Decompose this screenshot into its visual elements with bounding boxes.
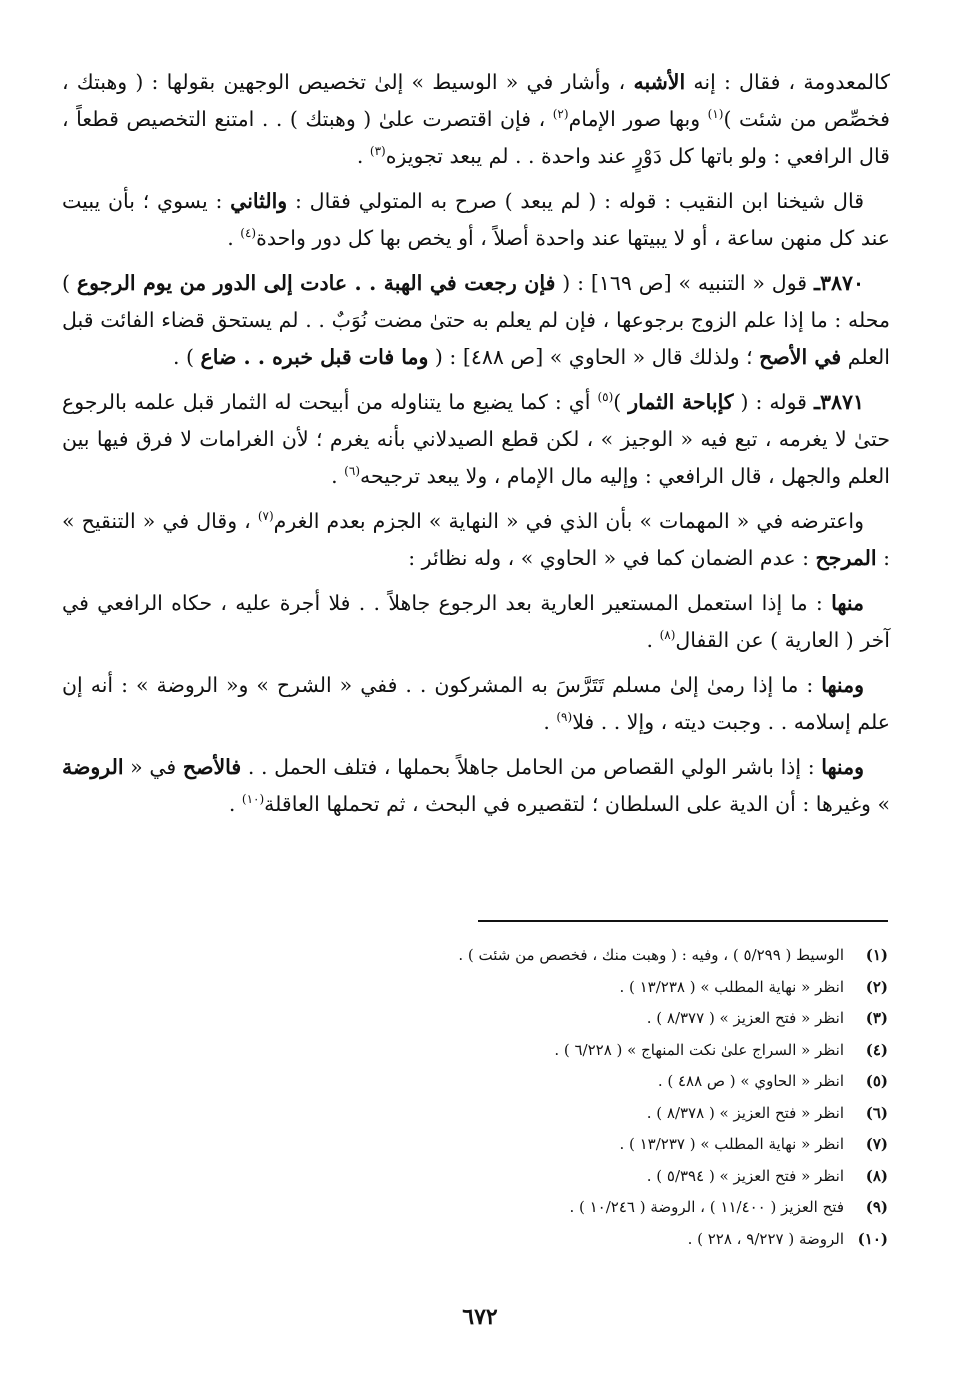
bold-term: والثاني bbox=[230, 189, 288, 213]
footnote bbox=[120, 972, 888, 1004]
footnote-number: (٢) bbox=[865, 977, 888, 996]
text-run: كالمعدومة ، فقال : إنه bbox=[685, 70, 890, 94]
text-run: ، وأشار في « الوسيط » إلىٰ تخصيص الوجهين بقولها : ( وهبتك ، فخصِّص من شئت ) bbox=[62, 70, 890, 131]
footnote-text: انظر « فتح العزيز » ( ٥/٣٩٤ ) . bbox=[646, 1166, 844, 1185]
text-run: ؛ ولذلك قال « الحاوي » [ص ٤٨٨] : ( bbox=[428, 345, 760, 369]
footnote bbox=[120, 1192, 888, 1224]
bold-term: وما فات قبل خبره . . ضاع bbox=[200, 345, 429, 369]
text-run: : ما إذا رمىٰ إلىٰ مسلم تَتَرَّسَ به المشركون . . ففي « الشرح » و« الروضة » : أنه إن علم إسلامه . . وجبت ديته ، وإلا . . فلا bbox=[62, 673, 890, 734]
footnote-ref: (٤) bbox=[240, 226, 257, 241]
footnote-number: (١) bbox=[865, 946, 888, 964]
footnote-ref: (٨) bbox=[659, 628, 676, 643]
text-run: قوله : ( bbox=[733, 390, 814, 414]
footnote-number: (٤) bbox=[865, 1040, 888, 1059]
bold-term: ومنها bbox=[821, 755, 864, 779]
footnote-ref: (٣) bbox=[369, 144, 386, 159]
bold-term: ٣٨٧٠ـ bbox=[813, 271, 865, 295]
bold-term: المرجح bbox=[815, 546, 877, 570]
text-run: : يسوي ؛ بأن يبيت عند كل منهن ساعة ، أو لا يبيتها عند واحدة أصلاً ، أو يخص بها كل دور واحدة bbox=[62, 189, 890, 250]
footnote-number: (٨) bbox=[865, 1166, 888, 1185]
bold-term: الأشبه bbox=[633, 70, 686, 94]
footnote bbox=[120, 1003, 888, 1035]
footnote-ref: (٥) bbox=[597, 390, 614, 405]
footnote-number: (١٠) bbox=[857, 1229, 888, 1248]
bold-term: ومنها bbox=[821, 673, 864, 697]
footnote-text: انظر « فتح العزيز » ( ٨/٣٧٧ ) . bbox=[646, 1009, 844, 1027]
bold-term: ٣٨٧١ـ bbox=[813, 390, 864, 414]
footnote bbox=[120, 1035, 888, 1067]
paragraph bbox=[62, 183, 890, 257]
paragraph bbox=[62, 667, 890, 741]
page-number: ٦٧٢ bbox=[462, 1304, 498, 1330]
footnote bbox=[120, 1224, 888, 1256]
text-run: وبها صور الإمام bbox=[568, 107, 708, 131]
footnote-text: انظر « الحاوي » ( ص ٤٨٨ ) . bbox=[657, 1072, 844, 1090]
paragraph bbox=[62, 384, 890, 495]
footnote-text: الروضة ( ٩/٢٢٧ ، ٢٢٨ ) . bbox=[687, 1229, 844, 1248]
text-run: : عدم الضمان كما في « الحاوي » ، وله نظائر : bbox=[408, 546, 816, 570]
footnote bbox=[120, 1161, 888, 1193]
footnote-number: (٩) bbox=[865, 1198, 888, 1216]
footnote-text: الوسيط ( ٥/٢٩٩ ) ، وفيه : ( وهبت منك ، فخصص من شئت ) . bbox=[458, 946, 844, 964]
text-run: . bbox=[331, 464, 345, 488]
main-text bbox=[62, 64, 890, 831]
footnote-ref: (٢) bbox=[552, 107, 569, 122]
footnote-text: فتح العزيز ( ١١/٤٠٠ ) ، الروضة ( ١٠/٢٤٦ ) . bbox=[569, 1198, 844, 1216]
footnotes bbox=[120, 940, 888, 1255]
text-run: في « bbox=[123, 755, 183, 779]
text-run: . bbox=[227, 226, 241, 250]
footnote-ref: (٦) bbox=[344, 464, 360, 479]
bold-term: في الأصح bbox=[759, 345, 842, 369]
footnote-text: انظر « نهاية المطلب » ( ١٣/٢٣٧ ) . bbox=[619, 1135, 844, 1153]
footnote-ref: (٩) bbox=[556, 710, 573, 725]
text-run: . bbox=[356, 144, 370, 168]
footnote-ref: (١٠) bbox=[241, 792, 265, 807]
paragraph bbox=[62, 749, 890, 823]
footnote-ref: (٧) bbox=[257, 509, 274, 524]
bold-term: فإن رجعت في الهبة . . عادت إلى الدور من يوم الرجوع bbox=[76, 271, 556, 295]
text-run: ) . bbox=[172, 345, 201, 369]
footnote-ref: (١) bbox=[707, 107, 724, 122]
text-run: . bbox=[228, 792, 242, 816]
text-run: . bbox=[646, 628, 660, 652]
footnote-text: انظر « فتح العزيز » ( ٨/٣٧٨ ) . bbox=[646, 1103, 844, 1122]
bold-term: منها bbox=[831, 591, 864, 615]
bold-term: فالأصح bbox=[182, 755, 242, 779]
text-run: ، فإن اقتصرت علىٰ ( وهبتك ) . . امتنع التخصيص قطعاً ، قال الرافعي : ولو باتها كل دَوْرٍ عند واحدة . . لم يبعد تجويزه bbox=[62, 107, 890, 168]
paragraph bbox=[62, 585, 890, 659]
paragraph bbox=[62, 503, 890, 577]
text-run: . bbox=[543, 710, 557, 734]
text-run: قال شيخنا ابن النقيب : قوله : ( لم يبعد ) صرح به المتولي فقال : bbox=[287, 189, 864, 213]
text-run: » وغيرها : أن الدية على السلطان ؛ لتقصيره في البحث ، ثم تحملها العاقلة bbox=[264, 792, 890, 816]
footnote bbox=[120, 1098, 888, 1130]
bold-term: كإباحة الثمار bbox=[628, 390, 734, 414]
footnote-separator bbox=[478, 920, 888, 922]
paragraph bbox=[62, 64, 890, 175]
text-run: أي : كما يضيع ما يتناوله من أبيحت له الثمار قبل علمه بالرجوع حتىٰ لا يغرمه ، تبع فيه « الوجيز » ، لكن قطع الصيدلاني بأنه يغرم ؛ لأن الغرامات لا فرق فيها بين العلم والجهل ، قال الرافعي : وإليه مال الإمام ، ولا يبعد ترجيحه bbox=[62, 390, 890, 488]
footnote-number: (٧) bbox=[865, 1135, 888, 1153]
footnote-text: انظر « السراج علىٰ نكت المنهاج » ( ٦/٢٢٨ ) . bbox=[554, 1040, 844, 1059]
text-run: ) محله : ما إذا علم الزوج برجوعها ، فإن لم يعلم به حتىٰ مضت نُوَبٌ . . لم يستحق قضاء الفائت قبل العلم bbox=[62, 271, 890, 369]
footnote bbox=[120, 1066, 888, 1098]
footnote-text: انظر « نهاية المطلب » ( ١٣/٢٣٨ ) . bbox=[619, 977, 844, 996]
footnote-number: (٣) bbox=[865, 1009, 888, 1027]
footnote-number: (٥) bbox=[865, 1072, 888, 1090]
bold-term: الروضة bbox=[62, 755, 124, 779]
footnote bbox=[120, 1129, 888, 1161]
paragraph bbox=[62, 265, 890, 376]
text-run: قول « التنبيه » [ص ١٦٩] : ( bbox=[555, 271, 814, 295]
footnote bbox=[120, 940, 888, 972]
text-run: : ما إذا استعمل المستعير العارية بعد الرجوع جاهلاً . . فلا أجرة عليه ، حكاه الرافعي في آخر ( العارية ) عن القفال bbox=[62, 591, 890, 652]
text-run: : إذا باشر الولي القصاص من الحامل جاهلاً بحملها ، فتلف الحمل . . bbox=[241, 755, 822, 779]
footnote-number: (٦) bbox=[865, 1103, 888, 1122]
text-run: ) bbox=[613, 390, 629, 414]
text-run: واعترضه في « المهمات » بأن الذي في « النهاية » الجزم بعدم الغرم bbox=[273, 509, 864, 533]
text-run: ، وقال في « التنقيح » : bbox=[62, 509, 890, 570]
